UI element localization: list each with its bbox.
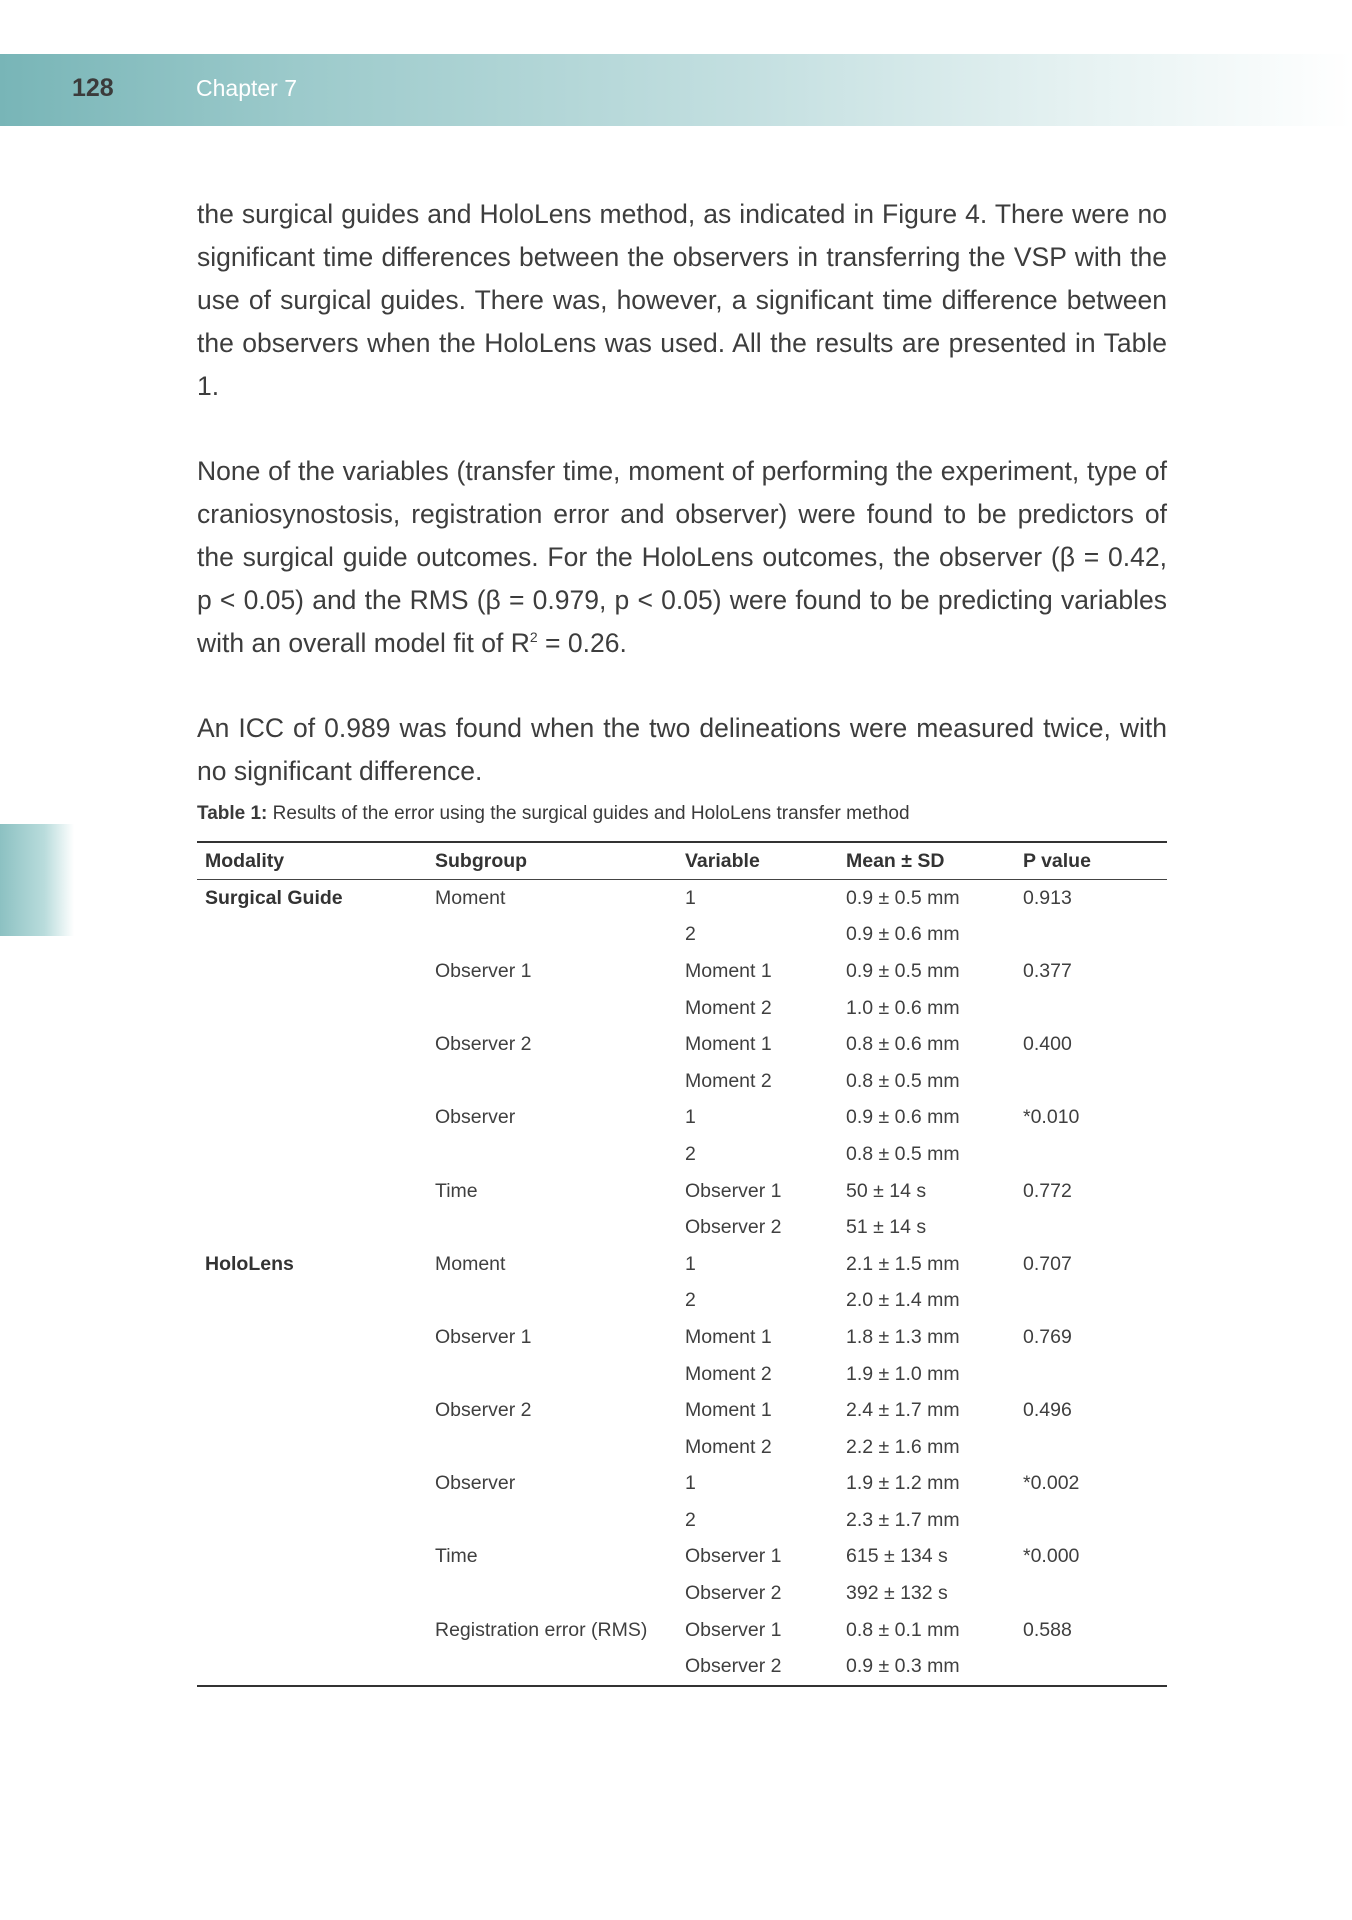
mean-sd-cell: 2.3 ± 1.7 mm: [846, 1508, 960, 1531]
table-row: [197, 1392, 1167, 1429]
table-body: [197, 880, 1167, 1687]
table-row: [197, 1502, 1167, 1539]
subgroup-cell: [427, 1502, 677, 1539]
mean-sd-cell: 0.9 ± 0.6 mm: [846, 923, 960, 946]
table-caption: [197, 803, 1167, 825]
mean-sd-cell: 0.8 ± 0.5 mm: [846, 1069, 960, 1092]
subgroup-cell: Time: [435, 1545, 478, 1568]
modality-cell: [197, 1173, 427, 1210]
table-row: [197, 917, 1167, 954]
modality-cell: [197, 1392, 427, 1429]
header-variable: Variable: [677, 842, 838, 880]
header-modality: Modality: [197, 842, 427, 880]
modality-cell: [197, 1100, 427, 1137]
subgroup-cell: Observer 2: [435, 1399, 532, 1422]
mean-sd-cell: 1.9 ± 1.2 mm: [846, 1472, 960, 1495]
variable-cell: Moment 2: [685, 1435, 772, 1458]
table-row: [197, 1026, 1167, 1063]
p-value-cell: *0.000: [1023, 1545, 1080, 1568]
p-value-cell: [1015, 1209, 1167, 1246]
mean-sd-cell: 1.9 ± 1.0 mm: [846, 1362, 960, 1385]
mean-sd-cell: 50 ± 14 s: [846, 1179, 927, 1202]
p-value-cell: 0.769: [1023, 1325, 1072, 1348]
variable-cell: Moment 1: [685, 1325, 772, 1348]
paragraph-2-text: None of the variables (transfer time, moment of performing the experiment, type of craniosynostosis, registration error and observer) were found to be predictors of the surgical guide outcomes. For the HoloLens outcomes, the observer (β = 0.42, p < 0.05) and the RMS (β = 0.979, p < 0.05) were found to be predicting variables with an overall model fit of R: [197, 456, 1167, 658]
modality-cell: [197, 1575, 427, 1612]
subgroup-cell: Moment: [435, 886, 506, 909]
variable-cell: Moment 2: [685, 1362, 772, 1385]
p-value-cell: [1015, 1648, 1167, 1686]
subgroup-cell: [427, 1136, 677, 1173]
table-row: [197, 1429, 1167, 1466]
table-row: [197, 1063, 1167, 1100]
mean-sd-cell: 1.8 ± 1.3 mm: [846, 1325, 960, 1348]
subgroup-cell: [427, 1429, 677, 1466]
variable-cell: Observer 1: [685, 1179, 782, 1202]
p-value-cell: [1015, 1063, 1167, 1100]
variable-cell: Moment 1: [685, 1399, 772, 1422]
modality-cell: [197, 1648, 427, 1686]
variable-cell: Moment 2: [685, 996, 772, 1019]
paragraph-2: [197, 450, 1167, 665]
header-p-value: P value: [1015, 842, 1167, 880]
table-row: [197, 1283, 1167, 1320]
mean-sd-cell: 2.0 ± 1.4 mm: [846, 1289, 960, 1312]
p-value-cell: [1015, 1136, 1167, 1173]
p-value-cell: *0.002: [1023, 1472, 1080, 1495]
p-value-cell: 0.496: [1023, 1399, 1072, 1422]
modality-cell: [197, 990, 427, 1027]
modality-cell: [197, 1283, 427, 1320]
modality-cell: Surgical Guide: [205, 886, 343, 909]
p-value-cell: 0.588: [1023, 1618, 1072, 1641]
table-row: [197, 1173, 1167, 1210]
mean-sd-cell: 2.4 ± 1.7 mm: [846, 1399, 960, 1422]
variable-cell: 2: [685, 1289, 696, 1312]
variable-cell: 2: [685, 1508, 696, 1531]
table-row: [197, 953, 1167, 990]
chapter-title: Chapter 7: [196, 75, 298, 101]
modality-cell: [197, 1319, 427, 1356]
variable-cell: Observer 2: [685, 1216, 782, 1239]
mean-sd-cell: 0.9 ± 0.5 mm: [846, 959, 960, 982]
paragraph-3: An ICC of 0.989 was found when the two delineations were measured twice, with no significant difference.: [197, 713, 1167, 786]
variable-cell: Moment 2: [685, 1069, 772, 1092]
mean-sd-cell: 0.9 ± 0.3 mm: [846, 1655, 960, 1678]
p-value-cell: [1015, 1502, 1167, 1539]
results-table: [197, 841, 1167, 1687]
mean-sd-cell: 392 ± 132 s: [846, 1582, 948, 1605]
superscript: 2: [529, 629, 538, 645]
subgroup-cell: [427, 1063, 677, 1100]
subgroup-cell: Observer: [435, 1472, 516, 1495]
variable-cell: 2: [685, 1142, 696, 1165]
p-value-cell: [1015, 1283, 1167, 1320]
variable-cell: 1: [685, 886, 696, 909]
subgroup-cell: [427, 1648, 677, 1686]
modality-cell: HoloLens: [205, 1252, 294, 1275]
table-row: [197, 880, 1167, 917]
mean-sd-cell: 0.8 ± 0.6 mm: [846, 1033, 960, 1056]
p-value-cell: [1015, 1429, 1167, 1466]
modality-cell: [197, 1612, 427, 1649]
p-value-cell: [1015, 990, 1167, 1027]
table-row: [197, 1575, 1167, 1612]
variable-cell: Observer 1: [685, 1618, 782, 1641]
chapter-side-tab: [0, 824, 74, 936]
mean-sd-cell: 1.0 ± 0.6 mm: [846, 996, 960, 1019]
modality-cell: [197, 1502, 427, 1539]
p-value-cell: 0.772: [1023, 1179, 1072, 1202]
variable-cell: Moment 1: [685, 1033, 772, 1056]
subgroup-cell: [427, 917, 677, 954]
subgroup-cell: Observer 1: [435, 1325, 532, 1348]
subgroup-cell: Observer: [435, 1106, 516, 1129]
mean-sd-cell: 2.1 ± 1.5 mm: [846, 1252, 960, 1275]
table-row: [197, 1356, 1167, 1393]
subgroup-cell: Observer 2: [435, 1033, 532, 1056]
table-row: [197, 1246, 1167, 1283]
p-value-cell: 0.400: [1023, 1033, 1072, 1056]
variable-cell: 2: [685, 923, 696, 946]
subgroup-cell: [427, 1356, 677, 1393]
table-row: [197, 1539, 1167, 1576]
modality-cell: [197, 1209, 427, 1246]
modality-cell: [197, 1466, 427, 1503]
mean-sd-cell: 0.8 ± 0.5 mm: [846, 1142, 960, 1165]
mean-sd-cell: 2.2 ± 1.6 mm: [846, 1435, 960, 1458]
p-value-cell: [1015, 917, 1167, 954]
mean-sd-cell: 0.9 ± 0.6 mm: [846, 1106, 960, 1129]
table-header-row: [197, 842, 1167, 880]
subgroup-cell: Observer 1: [435, 959, 532, 982]
modality-cell: [197, 1063, 427, 1100]
variable-cell: Observer 2: [685, 1655, 782, 1678]
modality-cell: [197, 1136, 427, 1173]
variable-cell: 1: [685, 1472, 696, 1495]
table-row: [197, 1319, 1167, 1356]
table-row: [197, 1612, 1167, 1649]
table-caption-label: Table 1:: [197, 803, 268, 824]
subgroup-cell: [427, 1209, 677, 1246]
p-value-cell: *0.010: [1023, 1106, 1080, 1129]
paragraph-1: the surgical guides and HoloLens method, as indicated in Figure 4. There were no significant time differences between the observers in transferring the VSP with the use of surgical guides. There was, however, a significant time difference between the observers when the HoloLens was used. All the results are presented in Table 1.: [197, 199, 1167, 401]
variable-cell: Moment 1: [685, 959, 772, 982]
subgroup-cell: [427, 1283, 677, 1320]
body-text: [197, 193, 1167, 835]
p-value-cell: [1015, 1356, 1167, 1393]
modality-cell: [197, 1026, 427, 1063]
chapter-header-band: [0, 54, 1352, 126]
p-value-cell: [1015, 1575, 1167, 1612]
table-row: [197, 1209, 1167, 1246]
mean-sd-cell: 0.9 ± 0.5 mm: [846, 886, 960, 909]
p-value-cell: 0.377: [1023, 959, 1072, 982]
mean-sd-cell: 615 ± 134 s: [846, 1545, 948, 1568]
modality-cell: [197, 953, 427, 990]
page-number: 128: [72, 74, 114, 102]
table-row: [197, 1136, 1167, 1173]
variable-cell: 1: [685, 1252, 696, 1275]
subgroup-cell: [427, 1575, 677, 1612]
modality-cell: [197, 1356, 427, 1393]
variable-cell: Observer 2: [685, 1582, 782, 1605]
header-mean-sd: Mean ± SD: [838, 842, 1015, 880]
header-subgroup: Subgroup: [427, 842, 677, 880]
table-row: [197, 990, 1167, 1027]
modality-cell: [197, 917, 427, 954]
modality-cell: [197, 1539, 427, 1576]
subgroup-cell: Registration error (RMS): [435, 1618, 648, 1641]
subgroup-cell: Moment: [435, 1252, 506, 1275]
mean-sd-cell: 0.8 ± 0.1 mm: [846, 1618, 960, 1641]
p-value-cell: 0.707: [1023, 1252, 1072, 1275]
table-row: [197, 1100, 1167, 1137]
subgroup-cell: [427, 990, 677, 1027]
variable-cell: Observer 1: [685, 1545, 782, 1568]
variable-cell: 1: [685, 1106, 696, 1129]
modality-cell: [197, 1429, 427, 1466]
subgroup-cell: Time: [435, 1179, 478, 1202]
table-row: [197, 1466, 1167, 1503]
mean-sd-cell: 51 ± 14 s: [846, 1216, 927, 1239]
table-row: [197, 1648, 1167, 1686]
table-caption-text: Results of the error using the surgical guides and HoloLens transfer method: [267, 803, 910, 824]
paragraph-2-end: = 0.26.: [537, 628, 627, 658]
p-value-cell: 0.913: [1023, 886, 1072, 909]
